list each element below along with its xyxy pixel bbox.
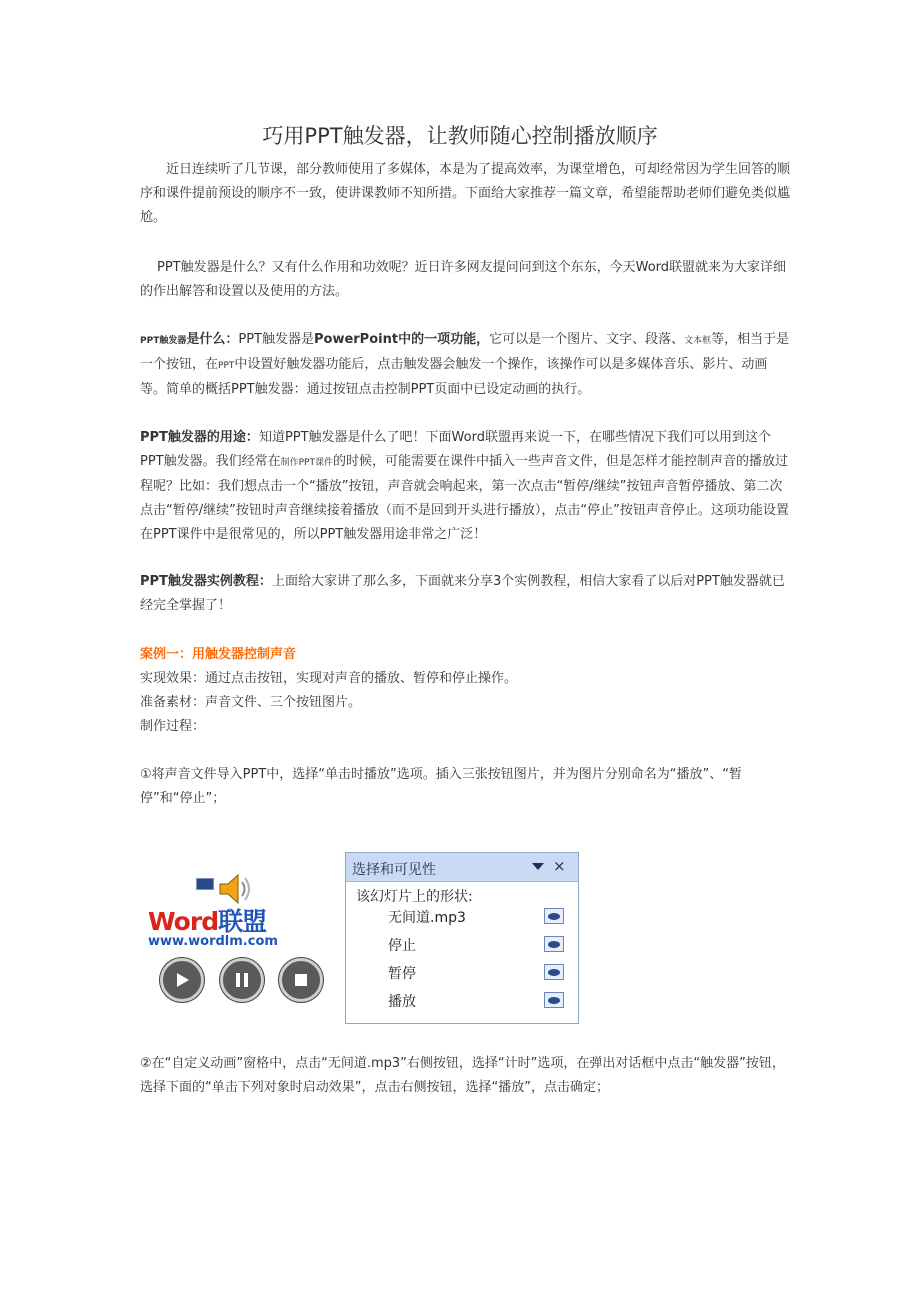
pane-title: 选择和可见性 [352, 862, 436, 878]
word-league-logo [148, 902, 266, 938]
case1-effect: 实现效果：通过点击按钮，实现对声音的播放、暂停和停止操作。 [140, 671, 518, 686]
pause-icon [233, 971, 251, 989]
play-icon [173, 971, 191, 989]
logo-cn-text: 联盟 [218, 907, 267, 936]
shape-item-pause[interactable] [346, 961, 578, 985]
page-title: 巧用PPT触发器，让教师随心控制播放顺序 [262, 124, 658, 148]
visibility-eye-icon[interactable] [544, 964, 564, 980]
what-lead-bold: 是什么： [186, 332, 239, 347]
selection-visibility-pane [345, 852, 579, 1024]
usage-text2: 的时候，可能需要在课件中插入一些声音文件，但是怎样才能控制声音的播放过程呢？比如：我们想点击一个“播放”按钮，声音就会响起来，第一次点击“暂停/继续”按钮声音暂停播放、第二次点击“暂停/继续”按钮时声音继续接着播放（而不是回到开头进行播放），点击“停止”按钮声音停止。这项功能设置在PPT课件中是很常见的，所以PPT触发器用途非常之广泛！ [140, 454, 789, 542]
case1-step2: ②在“自定义动画”窗格中，点击“无间道.mp3”右侧按钮，选择“计时”选项，在弹出对话框中点击“触发器”按钮，选择下面的“单击下列对象时启动效果”，点击右侧按钮，选择“播放”，点击确定； [140, 1056, 785, 1095]
logo-url: www.wordlm.com [148, 934, 278, 949]
usage-text1: 知道PPT触发器是什么了吧！下面Word联盟再来说一下，在哪些情况下我们可以用到这个PPT触发器。我们经常在 [140, 430, 771, 469]
shape-item-label: 暂停 [388, 966, 416, 982]
what-small-textbox: 文本框 [684, 336, 712, 346]
case1-step1: ①将声音文件导入PPT中，选择“单击时播放”选项。插入三张按钮图片，并为图片分别命名为“播放”、“暂停”和“停止”； [140, 767, 742, 806]
intro-paragraph: 近日连续听了几节课，部分教师使用了多媒体，本是为了提高效率，为课堂增色，可却经常因为学生回答的顺序和课件提前预设的顺序不一致，使讲课教师不知所措。下面给大家推荐一篇文章，希望能帮助老师们避免类似尴尬。 [140, 162, 791, 225]
slide-preview-image [140, 862, 328, 1008]
shape-item-mp3[interactable] [346, 905, 578, 929]
what-lead-small: PPT触发器 [140, 336, 187, 346]
case1-materials: 准备素材：声音文件、三个按钮图片。 [140, 695, 362, 710]
speaker-icon [218, 872, 256, 906]
play-button-image [160, 958, 204, 1002]
pane-header [346, 853, 578, 882]
usage-paragraph [140, 426, 790, 547]
logo-word-text: Word [148, 907, 219, 936]
stop-icon [292, 971, 310, 989]
pause-button-image [220, 958, 264, 1002]
visibility-eye-icon[interactable] [544, 908, 564, 924]
shape-item-stop[interactable] [346, 933, 578, 957]
what-small-ppt: PPT [218, 361, 235, 371]
definition-intro-paragraph: PPT触发器是什么？又有什么作用和功效呢？近日许多网友提问问到这个东东，今天Word联盟就来为大家详细的作出解答和设置以及使用的方法。 [140, 260, 787, 299]
what-text2: 它可以是一个图片、文字、段落、 [489, 332, 685, 347]
what-text4: 中设置好触发器功能后，点击触发器会触发一个操作，该操作可以是多媒体音乐、影片、动画等。简单的概括PPT触发器：通过按钮点击控制PPT页面中已设定动画的执行。 [140, 357, 768, 397]
what-is-paragraph [140, 328, 790, 402]
shape-item-label: 停止 [388, 938, 416, 954]
shape-item-label: 无间道.mp3 [388, 910, 466, 926]
close-icon[interactable]: × [553, 857, 566, 875]
usage-lead: PPT触发器的用途： [140, 430, 259, 445]
case1-process-label: 制作过程： [140, 719, 206, 734]
visibility-eye-icon[interactable] [544, 936, 564, 952]
what-text1: PPT触发器是 [238, 332, 314, 347]
usage-small-text: 制作PPT课件 [280, 458, 333, 468]
example-lead: PPT触发器实例教程： [140, 574, 272, 589]
visibility-eye-icon[interactable] [544, 992, 564, 1008]
stop-button-image [279, 958, 323, 1002]
shape-item-label: 播放 [388, 994, 416, 1010]
dropdown-arrow-icon[interactable] [532, 863, 544, 870]
shape-item-play[interactable] [346, 989, 578, 1013]
pane-subtitle: 该幻灯片上的形状: [356, 889, 473, 905]
what-text3: 等，相当于是一个按钮，在 [140, 332, 790, 372]
slide-thumbnail-icon [196, 878, 214, 890]
case1-heading: 案例一：用触发器控制声音 [140, 647, 297, 662]
example-paragraph [140, 570, 790, 618]
what-bold-powerpoint: PowerPoint中的一项功能， [313, 332, 490, 347]
example-text: 上面给大家讲了那么多，下面就来分享3个实例教程，相信大家看了以后对PPT触发器就已经完全掌握了！ [140, 574, 785, 613]
